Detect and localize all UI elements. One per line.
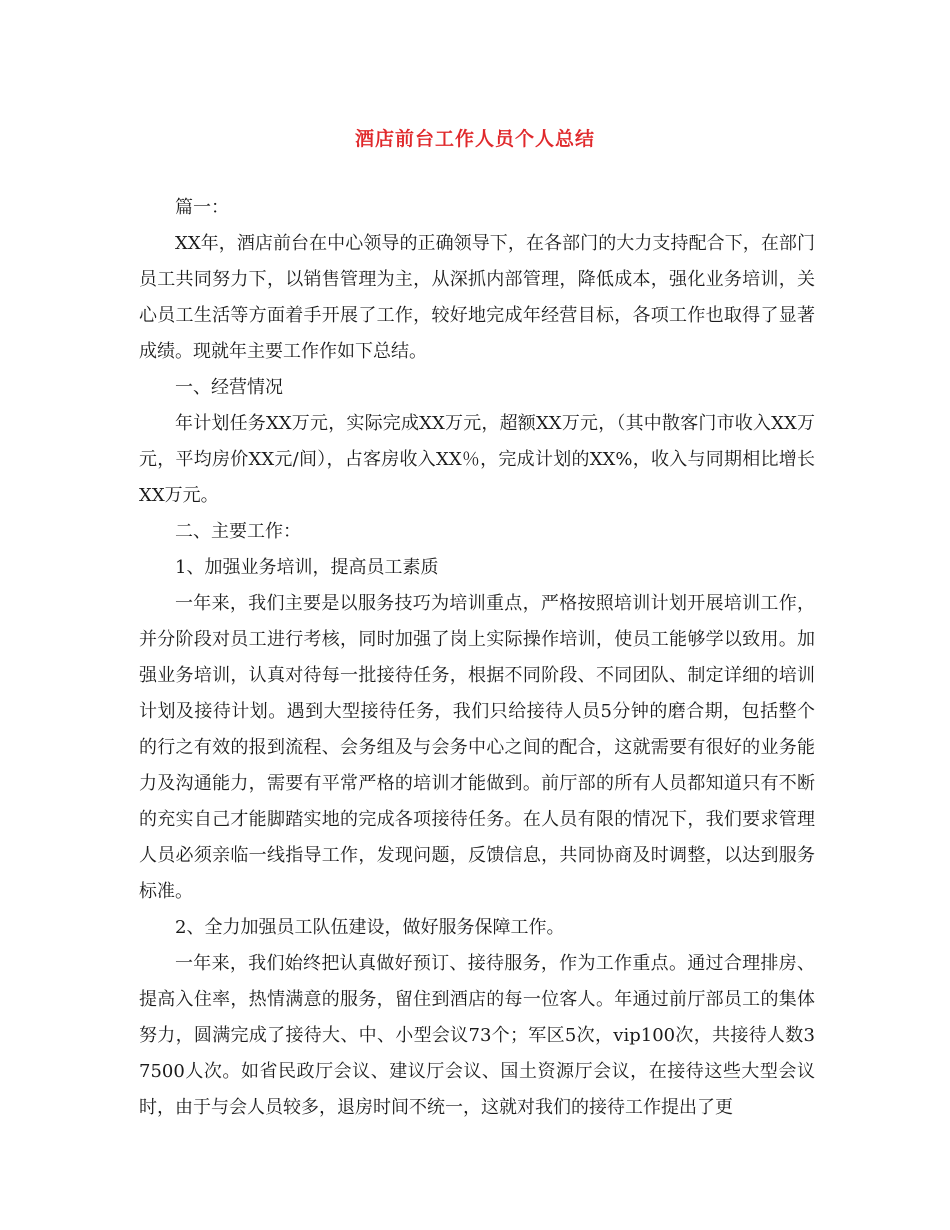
paragraph-operations: 年计划任务XX万元，实际完成XX万元，超额XX万元，（其中散客门市收入XX万元，平均房价XX元/间），占客房收入XX％，完成计划的XX%，收入与同期相比增长XX万元。 xyxy=(139,413,815,506)
paragraph-section-heading: 篇一： xyxy=(175,197,229,218)
paragraph-heading-operations: 一、经营情况 xyxy=(175,377,283,398)
document-title: 酒店前台工作人员个人总结 xyxy=(354,128,595,150)
document-body xyxy=(139,190,815,1126)
paragraph-training: 一年来，我们主要是以服务技巧为培训重点，严格按照培训计划开展培训工作，并分阶段对员工进行考核，同时加强了岗上实际操作培训，使员工能够学以致用。加强业务培训，认真对待每一批接待任务，根据不同阶段、不同团队、制定详细的培训计划及接待计划。遇到大型接待任务，我们只给接待人员5分钟的磨合期，包括整个的行之有效的报到流程、会务组及与会务中心之间的配合，这就需要有很好的业务能力及沟通能力，需要有平常严格的培训才能做到。前厅部的所有人员都知道只有不断的充实自己才能脚踏实地的完成各项接待任务。在人员有限的情况下，我们要求管理人员必须亲临一线指导工作，发现问题，反馈信息，共同协商及时调整，以达到服务标准。 xyxy=(139,593,815,902)
paragraph-heading-team: 2、全力加强员工队伍建设，做好服务保障工作。 xyxy=(175,917,565,938)
paragraph-intro: XX年，酒店前台在中心领导的正确领导下，在各部门的大力支持配合下，在部门员工共同努力下，以销售管理为主，从深抓内部管理，降低成本，强化业务培训，关心员工生活等方面着手开展了工作，较好地完成年经营目标，各项工作也取得了显著成绩。现就年主要工作作如下总结。 xyxy=(139,233,815,362)
paragraph-team: 一年来，我们始终把认真做好预订、接待服务，作为工作重点。通过合理排房、提高入住率，热情满意的服务，留住到酒店的每一位客人。年通过前厅部员工的集体努力，圆满完成了接待大、中、小型会议73个；军区5次，vip100次，共接待人数37500人次。如省民政厅会议、建议厅会议、国土资源厅会议，在接待这些大型会议时，由于与会人员较多，退房时间不统一，这就对我们的接待工作提出了更 xyxy=(139,953,815,1118)
paragraph-heading-training: 1、加强业务培训，提高员工素质 xyxy=(175,557,439,578)
paragraph-heading-main-work: 二、主要工作： xyxy=(175,521,301,542)
